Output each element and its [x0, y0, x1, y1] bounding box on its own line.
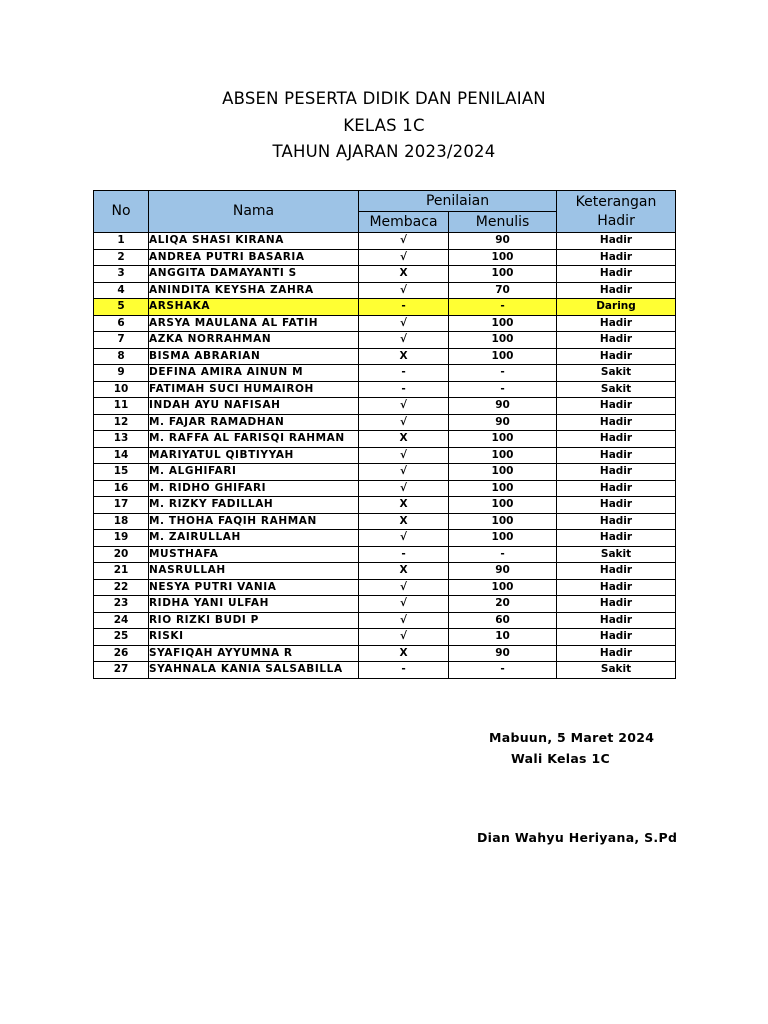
header-penilaian: Penilaian: [359, 191, 557, 212]
cell-menulis: 100: [449, 315, 557, 332]
cell-keterangan: Hadir: [557, 414, 676, 431]
cell-membaca: √: [359, 480, 449, 497]
cell-nama: ANINDITA KEYSHA ZAHRA: [149, 282, 359, 299]
cell-nama: DEFINA AMIRA AINUN M: [149, 365, 359, 382]
cell-nama: M. ALGHIFARI: [149, 464, 359, 481]
cell-nama: NESYA PUTRI VANIA: [149, 579, 359, 596]
cell-keterangan: Sakit: [557, 546, 676, 563]
cell-menulis: 100: [449, 530, 557, 547]
document-title: ABSEN PESERTA DIDIK DAN PENILAIAN: [222, 89, 546, 108]
cell-nama: M. THOHA FAQIH RAHMAN: [149, 513, 359, 530]
cell-keterangan: Hadir: [557, 447, 676, 464]
header-menulis: Menulis: [449, 212, 557, 233]
cell-keterangan: Hadir: [557, 480, 676, 497]
cell-nama: ALIQA SHASI KIRANA: [149, 233, 359, 250]
cell-nama: SYAHNALA KANIA SALSABILLA: [149, 662, 359, 679]
cell-no: 2: [94, 249, 149, 266]
cell-no: 27: [94, 662, 149, 679]
cell-membaca: √: [359, 398, 449, 415]
cell-keterangan: Hadir: [557, 497, 676, 514]
cell-nama: RIDHA YANI ULFAH: [149, 596, 359, 613]
cell-no: 8: [94, 348, 149, 365]
header-nama: Nama: [149, 191, 359, 233]
table-row: [94, 266, 676, 283]
table-row: [94, 662, 676, 679]
table-row: [94, 497, 676, 514]
table-row: [94, 431, 676, 448]
table-row: [94, 249, 676, 266]
cell-no: 5: [94, 299, 149, 316]
cell-membaca: √: [359, 447, 449, 464]
cell-membaca: √: [359, 332, 449, 349]
cell-menulis: -: [449, 299, 557, 316]
cell-nama: FATIMAH SUCI HUMAIROH: [149, 381, 359, 398]
cell-menulis: 100: [449, 348, 557, 365]
table-row: [94, 332, 676, 349]
cell-no: 15: [94, 464, 149, 481]
cell-no: 12: [94, 414, 149, 431]
table-row: [94, 513, 676, 530]
cell-keterangan: Hadir: [557, 513, 676, 530]
table-row: [94, 645, 676, 662]
header-no: No: [94, 191, 149, 233]
cell-no: 16: [94, 480, 149, 497]
cell-keterangan: Hadir: [557, 315, 676, 332]
cell-keterangan: Hadir: [557, 282, 676, 299]
cell-no: 25: [94, 629, 149, 646]
cell-menulis: 100: [449, 431, 557, 448]
cell-membaca: -: [359, 299, 449, 316]
cell-no: 17: [94, 497, 149, 514]
cell-no: 9: [94, 365, 149, 382]
cell-nama: MUSTHAFA: [149, 546, 359, 563]
cell-menulis: -: [449, 381, 557, 398]
table-row: [94, 381, 676, 398]
cell-nama: ARSYA MAULANA AL FATIH: [149, 315, 359, 332]
table-row: [94, 464, 676, 481]
cell-nama: M. RIDHO GHIFARI: [149, 480, 359, 497]
cell-menulis: 100: [449, 513, 557, 530]
cell-no: 11: [94, 398, 149, 415]
table-row: [94, 414, 676, 431]
cell-nama: M. FAJAR RAMADHAN: [149, 414, 359, 431]
table-row: [94, 546, 676, 563]
cell-keterangan: Hadir: [557, 348, 676, 365]
cell-menulis: 20: [449, 596, 557, 613]
table-row: [94, 447, 676, 464]
cell-membaca: X: [359, 645, 449, 662]
cell-no: 20: [94, 546, 149, 563]
cell-nama: RISKI: [149, 629, 359, 646]
signature-place-date: Mabuun, 5 Maret 2024: [489, 730, 655, 745]
cell-keterangan: Sakit: [557, 381, 676, 398]
table-row: [94, 348, 676, 365]
cell-nama: ANGGITA DAMAYANTI S: [149, 266, 359, 283]
cell-nama: M. RIZKY FADILLAH: [149, 497, 359, 514]
table-row: [94, 315, 676, 332]
cell-nama: BISMA ABRARIAN: [149, 348, 359, 365]
cell-menulis: 10: [449, 629, 557, 646]
cell-membaca: √: [359, 579, 449, 596]
cell-keterangan: Hadir: [557, 645, 676, 662]
cell-nama: ARSHAKA: [149, 299, 359, 316]
cell-no: 18: [94, 513, 149, 530]
cell-keterangan: Hadir: [557, 530, 676, 547]
cell-membaca: -: [359, 662, 449, 679]
cell-no: 23: [94, 596, 149, 613]
cell-no: 21: [94, 563, 149, 580]
cell-membaca: √: [359, 596, 449, 613]
cell-nama: SYAFIQAH AYYUMNA R: [149, 645, 359, 662]
cell-menulis: 70: [449, 282, 557, 299]
cell-keterangan: Hadir: [557, 464, 676, 481]
cell-membaca: X: [359, 513, 449, 530]
table-row: [94, 563, 676, 580]
cell-nama: AZKA NORRAHMAN: [149, 332, 359, 349]
table-row: [94, 480, 676, 497]
signature-role: Wali Kelas 1C: [511, 751, 610, 766]
cell-menulis: 100: [449, 266, 557, 283]
table-row: [94, 398, 676, 415]
table-row: [94, 612, 676, 629]
cell-membaca: √: [359, 414, 449, 431]
cell-membaca: √: [359, 315, 449, 332]
cell-membaca: X: [359, 431, 449, 448]
cell-membaca: X: [359, 497, 449, 514]
cell-nama: MARIYATUL QIBTIYYAH: [149, 447, 359, 464]
cell-no: 26: [94, 645, 149, 662]
cell-membaca: X: [359, 563, 449, 580]
cell-membaca: -: [359, 546, 449, 563]
cell-menulis: -: [449, 365, 557, 382]
table-row: [94, 365, 676, 382]
cell-menulis: 100: [449, 249, 557, 266]
cell-no: 13: [94, 431, 149, 448]
signature-name: Dian Wahyu Heriyana, S.Pd: [477, 830, 678, 845]
cell-keterangan: Hadir: [557, 249, 676, 266]
header-keterangan: Keterangan Hadir: [557, 191, 676, 233]
cell-keterangan: Hadir: [557, 431, 676, 448]
cell-menulis: 100: [449, 480, 557, 497]
cell-membaca: √: [359, 629, 449, 646]
cell-keterangan: Hadir: [557, 398, 676, 415]
cell-membaca: -: [359, 365, 449, 382]
cell-membaca: √: [359, 282, 449, 299]
cell-membaca: -: [359, 381, 449, 398]
cell-no: 7: [94, 332, 149, 349]
cell-keterangan: Hadir: [557, 332, 676, 349]
cell-nama: ANDREA PUTRI BASARIA: [149, 249, 359, 266]
table-row: [94, 299, 676, 316]
table-row: [94, 282, 676, 299]
cell-menulis: 90: [449, 563, 557, 580]
table-row: [94, 233, 676, 250]
class-label: KELAS 1C: [343, 116, 425, 135]
cell-membaca: √: [359, 612, 449, 629]
academic-year-label: TAHUN AJARAN 2023/2024: [272, 142, 496, 161]
cell-membaca: X: [359, 266, 449, 283]
cell-keterangan: Sakit: [557, 365, 676, 382]
cell-menulis: 90: [449, 414, 557, 431]
cell-menulis: -: [449, 546, 557, 563]
cell-menulis: 100: [449, 464, 557, 481]
cell-no: 4: [94, 282, 149, 299]
cell-membaca: √: [359, 233, 449, 250]
cell-no: 22: [94, 579, 149, 596]
cell-nama: INDAH AYU NAFISAH: [149, 398, 359, 415]
cell-menulis: 100: [449, 497, 557, 514]
table-row: [94, 579, 676, 596]
cell-nama: RIO RIZKI BUDI P: [149, 612, 359, 629]
cell-menulis: 100: [449, 332, 557, 349]
cell-menulis: -: [449, 662, 557, 679]
cell-menulis: 60: [449, 612, 557, 629]
cell-no: 3: [94, 266, 149, 283]
table-row: [94, 530, 676, 547]
cell-nama: NASRULLAH: [149, 563, 359, 580]
cell-keterangan: Hadir: [557, 233, 676, 250]
table-row: [94, 596, 676, 613]
cell-membaca: √: [359, 249, 449, 266]
cell-nama: M. RAFFA AL FARISQI RAHMAN: [149, 431, 359, 448]
header-membaca: Membaca: [359, 212, 449, 233]
cell-nama: M. ZAIRULLAH: [149, 530, 359, 547]
cell-no: 14: [94, 447, 149, 464]
attendance-table: [93, 190, 676, 679]
cell-menulis: 100: [449, 579, 557, 596]
cell-no: 1: [94, 233, 149, 250]
cell-keterangan: Daring: [557, 299, 676, 316]
attendance-table-body: [94, 233, 676, 679]
cell-keterangan: Hadir: [557, 266, 676, 283]
cell-menulis: 100: [449, 447, 557, 464]
cell-membaca: X: [359, 348, 449, 365]
cell-keterangan: Hadir: [557, 596, 676, 613]
cell-keterangan: Hadir: [557, 579, 676, 596]
cell-keterangan: Sakit: [557, 662, 676, 679]
cell-no: 19: [94, 530, 149, 547]
cell-no: 10: [94, 381, 149, 398]
cell-membaca: √: [359, 530, 449, 547]
cell-membaca: √: [359, 464, 449, 481]
cell-no: 6: [94, 315, 149, 332]
cell-keterangan: Hadir: [557, 612, 676, 629]
cell-keterangan: Hadir: [557, 563, 676, 580]
cell-keterangan: Hadir: [557, 629, 676, 646]
table-row: [94, 629, 676, 646]
cell-menulis: 90: [449, 233, 557, 250]
cell-menulis: 90: [449, 398, 557, 415]
cell-no: 24: [94, 612, 149, 629]
cell-menulis: 90: [449, 645, 557, 662]
